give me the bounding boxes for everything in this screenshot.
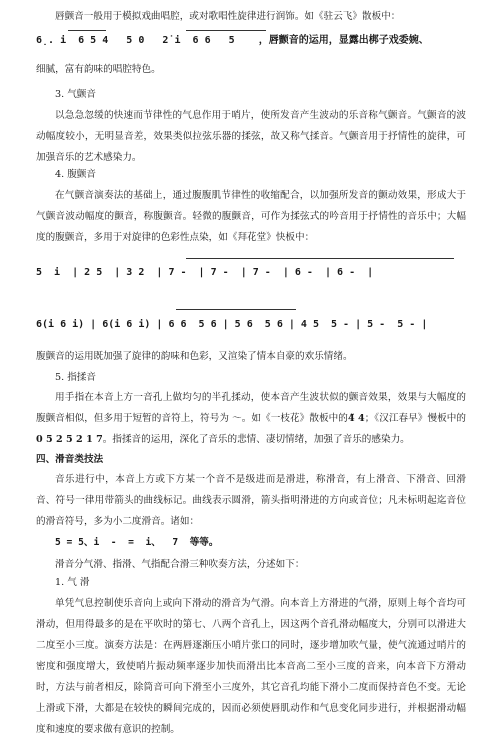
section-body: 音乐进行中，本音上方或下方某一个音不是级进而是滑进，称滑音，有上滑音、下滑音、回滑音、符号一律用带箭头的曲线标记。曲线表示圆滑，箭头指明滑进的方向或音位；凡未标明起迄音位的滑音符号，多为小二度滑音。诸如： [36,474,466,527]
section-heading: 5. 指揉音 [55,372,96,383]
section-body: 腹颤音的运用既加强了旋律的韵味和色彩，又渲染了情本自豪的欢乐情绪。 [36,351,353,362]
glide-symbols: 5 = 5、i - = i、 7 等等。 [55,537,219,548]
slur-mark [186,258,454,259]
section-body: 滑音分气滑、指滑、气指配合滑三种吹奏方法，分述如下： [55,559,305,570]
section-heading: 4. 腹颤音 [55,169,96,180]
music-score-line-1: 5 i | 2 5 | 3 2 | 7 - | 7 - | 7 - | 6 - | 6 - | [36,267,374,278]
score-ref: 4̃ 4 [347,413,365,424]
section-body: 在气颤音演奏法的基础上，通过腹腹肌节律性的收缩配合，以加强所发音的颤动效果，形成大于气颤音波动幅度的颤音，称腹颤音。轻微的腹颤音，可作为揉弦式的吟音用于抒情性的音乐中；大幅度的腹颤音，多用于对旋律的色彩性点染，如《拜花堂》快板中： [36,190,466,243]
section-body: 单凭气息控制使乐音向上或向下滑动的滑音为气滑。向本音上方滑进的气滑，原则上每个音均可滑动，但用得最多的是在平吹时的第七、八两个音孔上，因这两个音孔滑动幅度大，分别可以滑进大二度至小三度。演奏方法是：在两唇逐渐压小哨片张口的同时，逐步增加吹气量，使气流通过哨片的密度和强度增大，致使哨片振动频率逐步加快而滑出比本音高二至小三度的音来，向本音下方滑动时，方法与前者相反，除筒音可向下滑至小三度外，其它音孔均能下滑小二度而保持音色不变。无论上滑或下滑，大都是在较快的瞬间完成的，因而必须使唇肌动作和气息变化同步进行，并根据滑动幅度和速度的要求做有意识的控制。 [36,598,466,735]
slur-mark [176,309,296,310]
chapter-heading: 四、滑音类技法 [36,454,104,465]
slur-mark [186,30,266,31]
intro-score: 6̣. i 6 5 4 5 0 2̇ i 6 6 5 ，唇颤音的运用，显露出梆子戏委婉、 [36,35,429,46]
section-body: 以急急忽缓的快速而节律性的气息作用于哨片，使所发音产生波动的乐音称气颤音。气颤音的波动幅度较小，无明显音差，效果类似拉弦乐器的揉弦，故又称气揉音。气颤音用于抒情性的旋律，可加强音乐的艺术感染力。 [36,110,466,163]
section-body: 用手指在本音上方一音孔上做均匀的半孔揉动，使本音产生波状似的颤音效果，效果与大幅度的腹颤音相似，但多用于短暂的音符上，符号为 ～。如《一枝花》散板中的4̃ 4；《汉江春早》慢板中的0 5 2 5 2 1 7。指揉音的运用，深化了音乐的悲情、凄切情绪，加强了音乐的感染力。 [36,392,466,445]
music-score-line-2: 6(i 6 i) | 6(i 6 i) | 6 6 5 6 | 5 6 5 6 | 4 5 5 - | 5 - 5 - | [36,319,428,330]
intro-text-cont: 细腻，富有韵味的唱腔特色。 [36,64,161,75]
section-heading: 3. 气颤音 [55,89,96,100]
intro-text: 唇颤音一般用于模拟戏曲唱腔，或对歌唱性旋律进行润饰。如《驻云飞》散板中： [55,11,401,22]
slur-mark [68,30,106,31]
subsection-heading: 1. 气 滑 [55,577,90,588]
score-ref: 0 5 2 5 2 1 7 [36,434,103,445]
